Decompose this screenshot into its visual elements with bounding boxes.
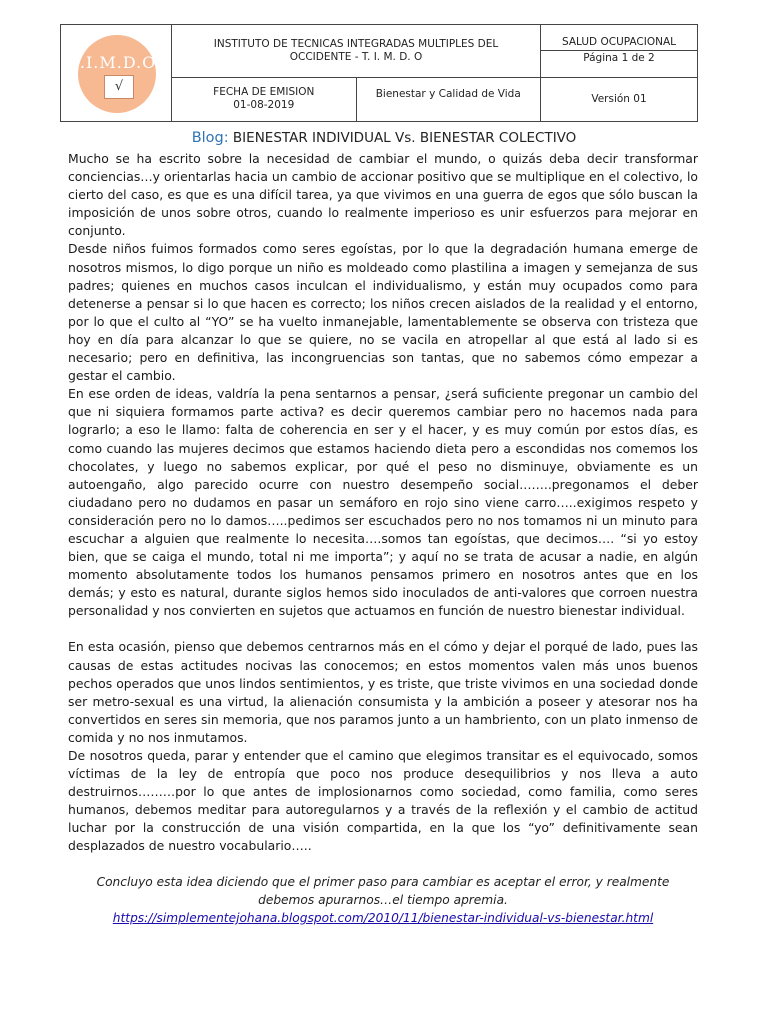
institute-line-1: INSTITUTO DE TECNICAS INTEGRADAS MULTIPLES DEL [213, 37, 499, 50]
paragraph: En ese orden de ideas, valdría la pena sentarnos a pensar, ¿será suficiente pregonar un cambio del que ni siquiera formamos parte activa? es decir queremos cambiar pero no hacemos nada para lograrlo; a eso le llamo: falta de coherencia en ser y el hacer, y es muy común por estos días, es como cuando las mujeres decimos que estamos haciendo dieta pero a escondidas nos comemos los chocolates, y luego no sabemos explicar, por qué el peso no disminuye, obviamente es un autoengaño, algo parecido ocurre con nuestro desempeño social……..pregonamos el deber ciudadano pero no dudamos en pasar un semáforo en rojo sino viene carro…..exigimos respeto y consideración pero no lo damos…..pedimos ser escuchados pero no nos tomamos ni un minuto para escuchar a alguien que realmente lo necesita….somos tan egoístas, que decimos…. “si yo estoy bien, que se caiga el mundo, total ni me importa”; y aquí no se trata de acusar a nadie, en algún momento absolutamente todos los humanos pensamos primero en nosotros antes que en los demás; y esto es natural, durante siglos hemos sido inoculados de anti-valores que corroen nuestra personalidad y nos convierten en sujetos que actuamos en función de nuestro bienestar individual. [68, 386, 698, 619]
paragraph: Desde niños fuimos formados como seres egoístas, por lo que la degradación humana emerge de nosotros mismos, lo digo porque un niño es moldeado como plastilina a imagen y semejanza de sus padres; quienes en muchos casos inculcan el individualismo, y están muy ocupados como para detenerse a pensar si lo que hacen es correcto; los niños crecen aislados de la realidad y el entorno, por lo que el culto al “YO” se ha vuelto inmanejable, lamentablemente se observa con tristeza que hoy en día para alcanzar lo que se quiere, no se vacila en atropellar al que está al lado si es necesario; pero en definitiva, las incongruencias son tantas, que no sabemos cómo empezar a gestar el cambio. [68, 241, 698, 384]
institute-name [172, 25, 541, 78]
paragraph: De nosotros queda, parar y entender que el camino que elegimos transitar es el equivocado, somos víctimas de la ley de entropía que poco nos produce desequilibrios y nos lleva a auto destruirnos………por lo que antes de implosionarnos como sociedad, como familia, como seres humanos, debemos meditar para autoregularnos y a través de la reflexión y el cambio de actitud luchar por la construcción de una visión compartida, en la que los “yo” definitivamente sean desplazados de nuestro vocabulario….. [68, 748, 698, 854]
paragraph: En esta ocasión, pienso que debemos centrarnos más en el cómo y dejar el porqué de lado, pues las causas de estas actitudes nocivas las conocemos; en estos momentos valen más unos buenos pechos operados que unos lindos sentimientos, y es triste, que triste vivimos en una sociedad donde ser metro-sexual es una virtud, la alienación consumista y la ambición a poseer y atesorar nos ha convertidos en seres sin memoria, que nos paramos junto a un hambriento, con un plato inmenso de comida y no nos inmutamos. [68, 639, 698, 745]
logo-cell [61, 25, 172, 122]
institute-line-2: OCCIDENTE - T. I. M. D. O [289, 50, 423, 63]
closing-section [68, 873, 698, 927]
subject-cell [356, 77, 541, 121]
document-header [60, 24, 698, 122]
logo-circle [78, 35, 156, 113]
subject: Bienestar y Calidad de Vida [375, 87, 521, 100]
blog-label: Blog: [191, 130, 229, 146]
page-number: Página 1 de 2 [583, 52, 655, 65]
version-cell [541, 77, 698, 121]
source-link[interactable]: https://simplementejohana.blogspot.com/2010/11/bienestar-individual-vs-bienestar.html [112, 911, 654, 925]
department: SALUD OCUPACIONAL [541, 35, 697, 51]
logo-check-mark: √ [104, 75, 134, 99]
article-body [68, 150, 698, 856]
logo-text: T.I.M.D.O. [70, 53, 162, 72]
version: Versión 01 [591, 92, 647, 105]
paragraph: Mucho se ha escrito sobre la necesidad de cambiar el mundo, o quizás deba decir transformar conciencias…y orientarlas hacia un cambio de accionar positivo que se multiplique en el colectivo, lo cierto del caso, es que es una difícil tarea, ya que vivimos en una guerra de egos que sólo buscan la imposición de unos sobre otros, cuando lo realmente imperioso es unir esfuerzos para mejorar en conjunto. [68, 151, 698, 239]
department-cell [541, 25, 698, 78]
emission-label: FECHA DE EMISION [213, 86, 315, 99]
emission-date: 01-08-2019 [233, 99, 295, 112]
institute-logo [61, 25, 171, 121]
blog-title-text: BIENESTAR INDIVIDUAL Vs. BIENESTAR COLECTIVO [232, 130, 577, 146]
blog-title [60, 130, 708, 146]
closing-text: Concluyo esta idea diciendo que el primer paso para cambiar es aceptar el error, y realmente debemos apurarnos…el tiempo apremia. [96, 875, 670, 907]
emission-cell [172, 77, 357, 121]
